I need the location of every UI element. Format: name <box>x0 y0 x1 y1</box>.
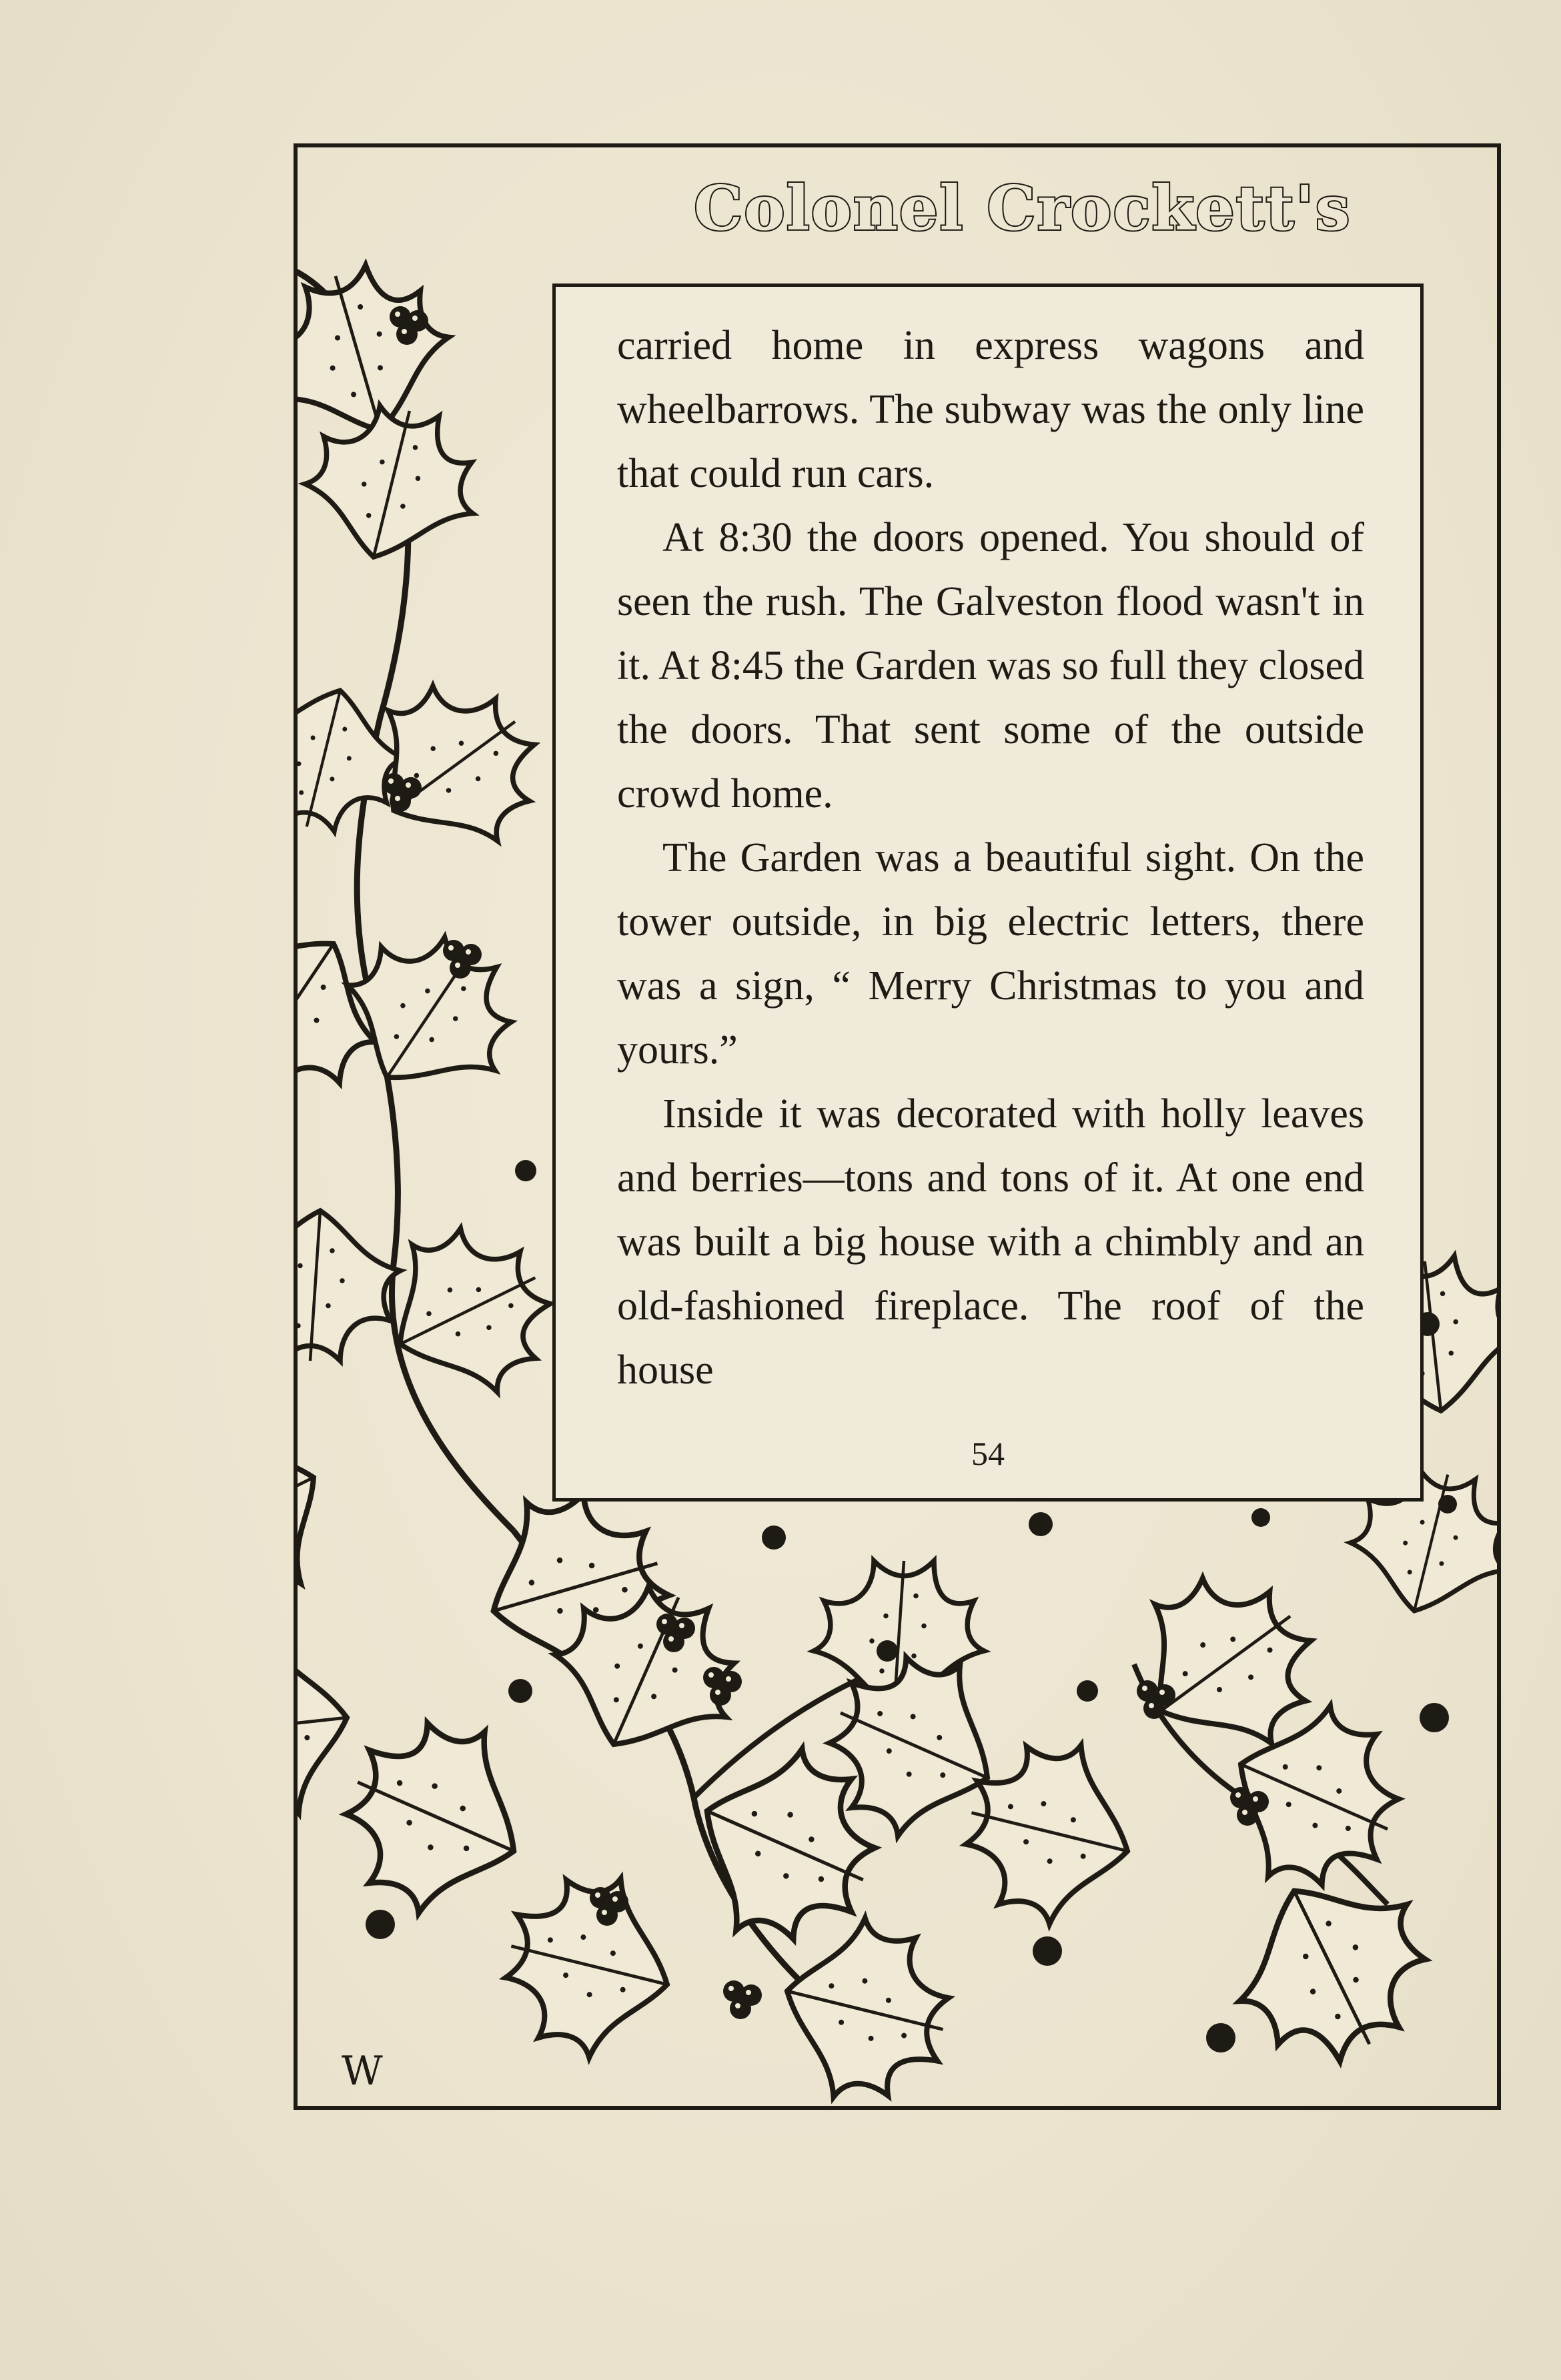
body-text <box>617 314 1364 1402</box>
text-panel <box>552 283 1424 1502</box>
artist-monogram: W <box>342 2048 383 2095</box>
paragraph-4: Inside it was decorated with holly leaves and berries—tons and tons of it. At one end was built a big house with a chimbly and an old-fashioned fireplace. The roof of the house <box>617 1091 1364 1393</box>
page-number: 54 <box>971 1435 1005 1472</box>
paragraph-2: At 8:30 the doors opened. You should of seen the rush. The Galveston flood wasn't in it. At 8:45 the Garden was so full they closed the doors. That sent some of the outside crowd home. <box>617 515 1364 816</box>
paragraph-1: carried home in express wagons and wheelbarrows. The subway was the only line that could run cars. <box>617 323 1364 496</box>
running-head-title: Colonel Crockett's <box>694 172 1352 244</box>
paragraph-3: The Garden was a beautiful sight. On the tower outside, in big electric letters, there was a sign, “ Merry Christmas to you and yours.” <box>617 835 1364 1073</box>
